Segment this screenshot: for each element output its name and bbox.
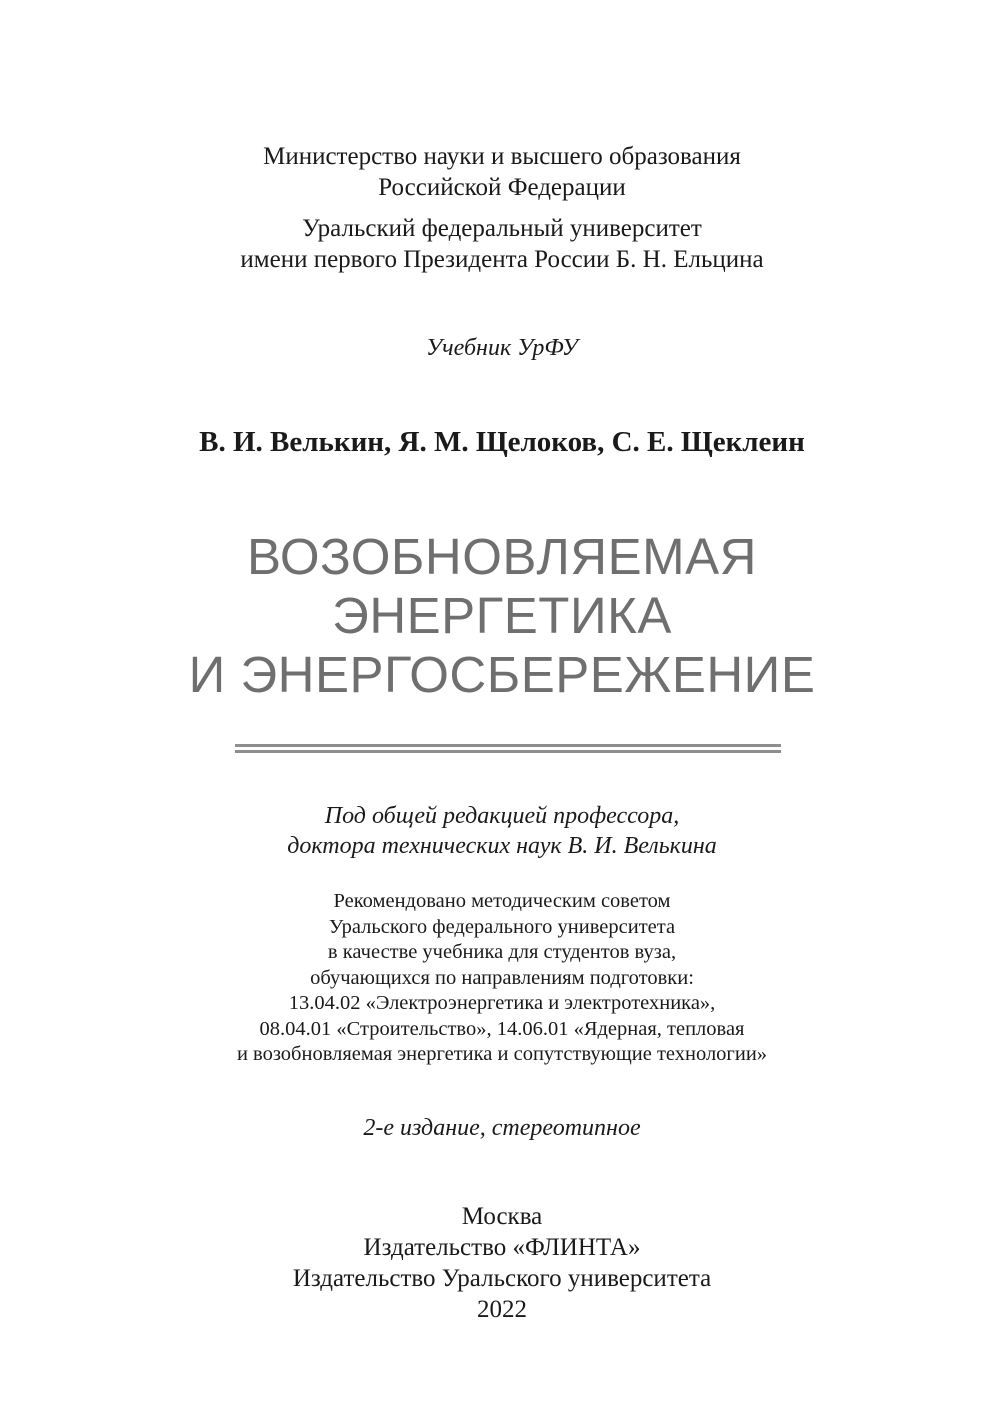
imprint-publisher: Издательство «ФЛИНТА» — [363, 1234, 641, 1261]
recommendation-line: 08.04.01 «Строительство», 14.06.01 «Ядерная, тепловая — [259, 1017, 745, 1040]
edition-note: 2-е издание, стереотипное — [363, 1115, 641, 1141]
recommendation-line: Уральского федерального университета — [328, 915, 676, 938]
university-line: Уральский федеральный университет — [302, 215, 702, 242]
university-heading — [0, 213, 1004, 275]
ministry-line: Министерство науки и высшего образования — [263, 143, 741, 170]
series-label: Учебник УрФУ — [426, 335, 578, 361]
imprint-city: Москва — [461, 1203, 543, 1230]
university-line: имени первого Президента России Б. Н. Ельцина — [240, 246, 764, 273]
title-divider-bottom — [235, 750, 781, 753]
editor-line: доктора технических наук В. И. Велькина — [287, 833, 717, 859]
editor-line: Под общей редакцией профессора, — [324, 803, 680, 829]
authors: В. И. Велькин, Я. М. Щелоков, С. Е. Щеклеин — [199, 426, 805, 458]
title-divider-top — [235, 744, 781, 747]
recommendation-line: в качестве учебника для студентов вуза, — [327, 941, 677, 963]
recommendation-line: Рекомендовано методическим советом — [333, 890, 671, 912]
imprint — [0, 1201, 1004, 1325]
imprint-year: 2022 — [477, 1296, 527, 1323]
ministry-heading — [0, 141, 1004, 203]
recommendation-line: 13.04.02 «Электроэнергетика и электротехника», — [288, 992, 716, 1014]
title-line: ВОЗОБНОВЛЯЕМАЯ — [247, 528, 757, 585]
title-line: И ЭНЕРГОСБЕРЕЖЕНИЕ — [188, 646, 816, 703]
recommendation-line: обучающихся по направлениям подготовки: — [310, 966, 694, 989]
book-title — [0, 527, 1004, 704]
editor-note — [0, 801, 1004, 861]
ministry-line: Российской Федерации — [378, 174, 626, 201]
recommendation — [0, 889, 1004, 1068]
imprint-publisher: Издательство Уральского университета — [292, 1265, 712, 1292]
title-line: ЭНЕРГЕТИКА — [332, 587, 672, 644]
recommendation-line: и возобновляемая энергетика и сопутствующие технологии» — [236, 1043, 768, 1065]
